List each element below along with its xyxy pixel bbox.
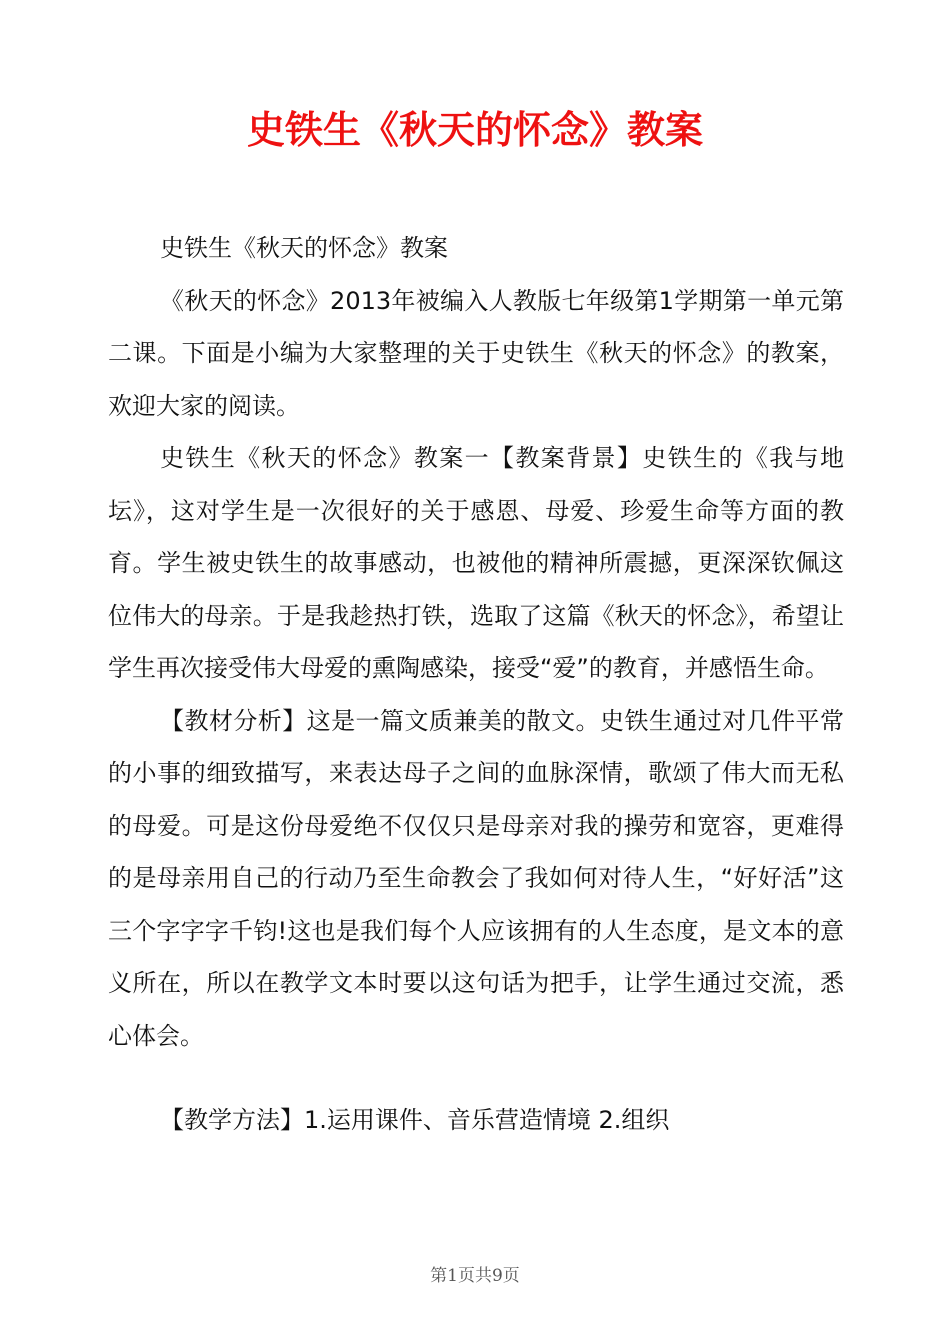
paragraph-heading: 史铁生《秋天的怀念》教案 <box>160 234 448 262</box>
paragraph-background: 史铁生《秋天的怀念》教案一【教案背景】史铁生的《我与地坛》，这对学生是一次很好的关于感恩、母爱、珍爱生命等方面的教育。学生被史铁生的故事感动，也被他的精神所震撼，更深深钦佩这位伟大的母亲。于是我趁热打铁，选取了这篇《秋天的怀念》，希望让学生再次接受伟大母爱的熏陶感染，接受“爱”的教育，并感悟生命。 <box>108 444 844 682</box>
paragraph-intro: 《秋天的怀念》2013年被编入人教版七年级第1学期第一单元第二课。下面是小编为大家整理的关于史铁生《秋天的怀念》的教案，欢迎大家的阅读。 <box>108 286 844 420</box>
paragraph-material-analysis: 【教材分析】这是一篇文质兼美的散文。史铁生通过对几件平常的小事的细致描写，来表达母子之间的血脉深情，歌颂了伟大而无私的母爱。可是这份母爱绝不仅仅只是母亲对我的操劳和宽容，更难得的是母亲用自己的行动乃至生命教会了我如何对待人生，“好好活”这三个字字字千钧!这也是我们每个人应该拥有的人生态度，是文本的意义所在，所以在教学文本时要以这句话为把手，让学生通过交流，悉心体会。 <box>108 706 844 1050</box>
paragraph-teaching-method: 【教学方法】1.运用课件、音乐营造情境 2.组织 <box>160 1106 670 1134</box>
page-footer: 第1页共9页 <box>430 1266 520 1286</box>
document-body <box>108 222 844 1147</box>
document-title: 史铁生《秋天的怀念》教案 <box>246 108 703 152</box>
